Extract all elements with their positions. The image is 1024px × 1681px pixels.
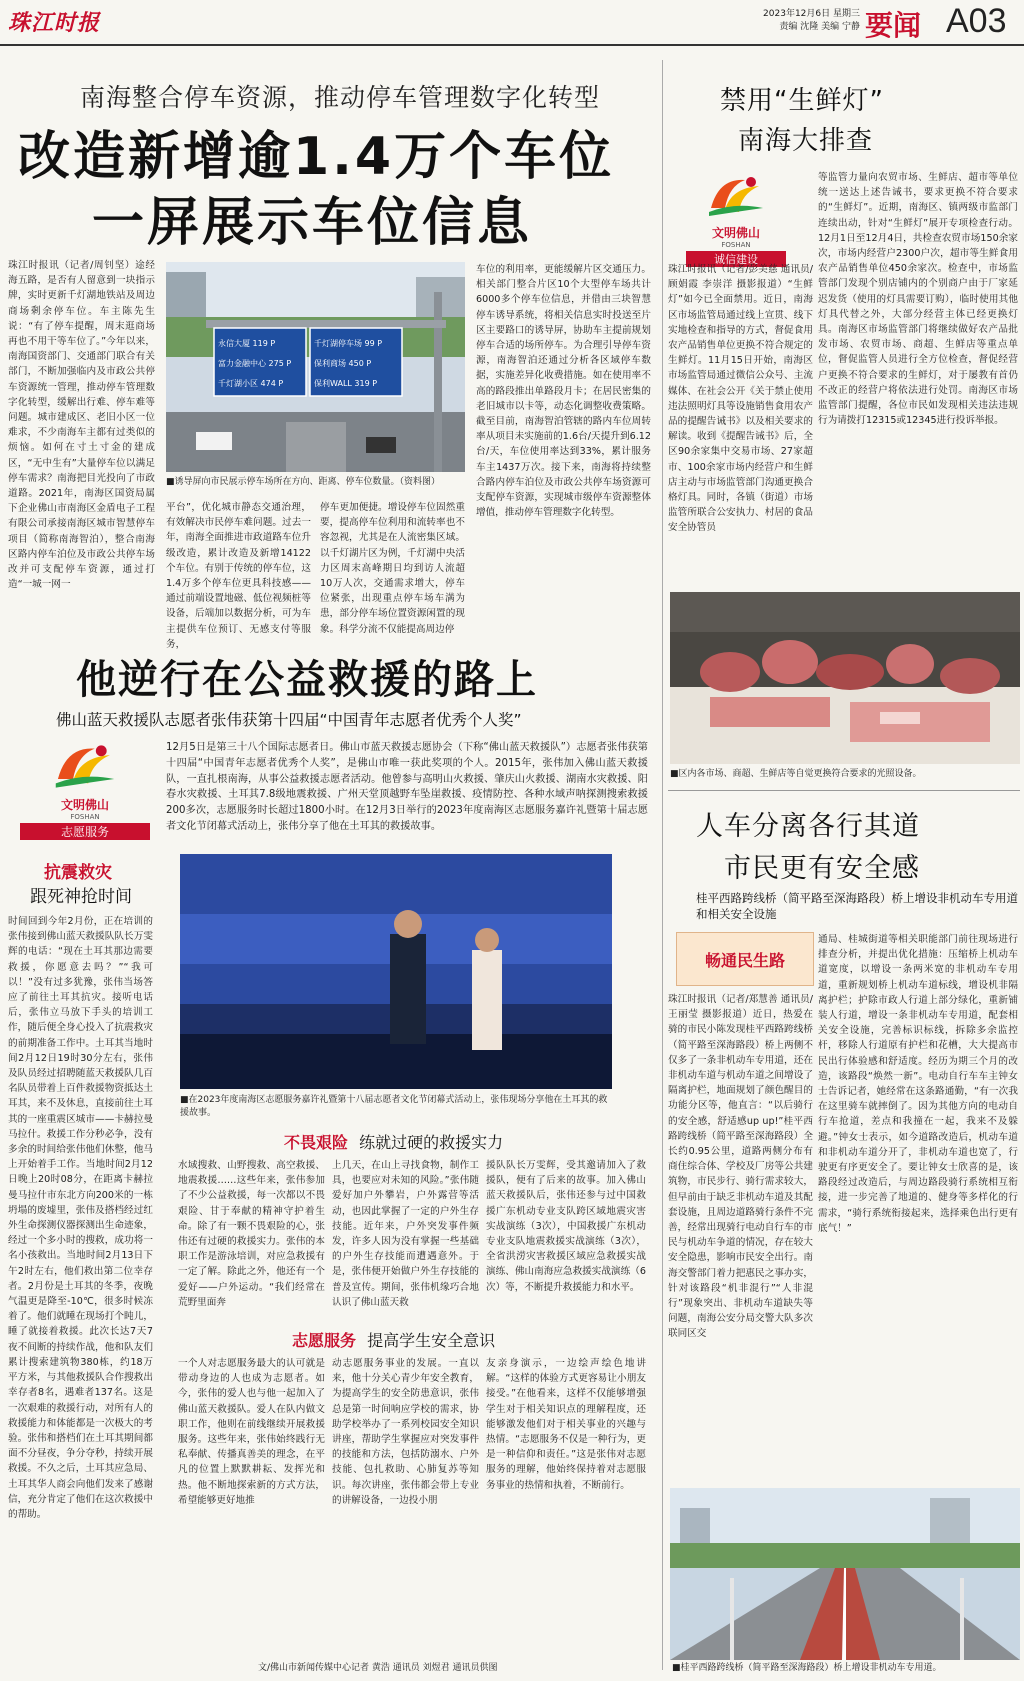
story2-photo-caption: ■区内各市场、商超、生鲜店等自觉更换符合要求的光照设备。 [670,769,922,779]
sign-panel1-line3: 千灯湖小区 474 P [218,379,284,388]
story1-headline-line2: 一屏展示车位信息 [92,193,533,253]
sign-panel2-line1: 千灯湖停车场 99 P [314,339,383,348]
story2-tag: 诚信建设 [686,251,786,267]
story4-column-1: 珠江时报讯（记者/郑慧善 通讯员/王丽莹 摄影报道）近日，热爱在骑的市民小陈发现桂平西路跨线桥（简平路至深海路段）桥上两侧不仅多了一条非机动车专用道，还在非机动车道与机动车道之间增设了隔离护栏，地面规划了颜色醒目的功能分区等，他直言：“以后骑行的安全感，舒适感up up!”桂平西路跨线桥（简平路至深海路段）全长约0.95公里，道路两侧分布有商住综合体、学校及厂房等公共建筑物，市民步行、骑行需求较大，但早前由于缺乏非机动车道及其配套设施，且周边道路骑行条件不完善，经常出现骑行电动自行车的市民与机动车争道的情况，存在较大安全隐患，影响市民安全出行。南海交警部门着力把惠民之事办实，针对该路段“机非混行”“人非混行”现象突出、非机动车道缺失等问题，南海公安分局交警大队多次联同区交 [668,994,813,1340]
story1-column-3b: 停车更加便捷。增设停车位固然重要，提高停车位利用和流转率也不容忽视，尤其是在人流密集区域。以千灯湖片区为例，千灯湖中央活力区周末高峰期日均到访人流超10万人次，交通需求增大，停车位紧张，出现重点停车场车满为患，部分停车场位置资源闲置的现象。科学分流不仅能提高周边停 [320,502,465,635]
masthead-date-line1: 2023年12月6日 星期三 [763,9,860,19]
story3-subhead3-red: 志愿服务 [292,1331,357,1350]
masthead-logo: 珠江时报 [8,10,101,36]
bike-lane-illustration [670,1488,1020,1660]
sign-panel2-line3: 保利WALL 319 P [314,379,378,388]
civic-logo-icon [701,172,771,220]
story3-sub3-column-3: 友亲身演示，一边绘声绘色地讲解。“这样的体验方式更容易让小朋友接受。”在他看来，这样不仅能够增强学生对于相关知识点的理解程度，还能够激发他们对于相关事业的兴趣与热情。“志愿服务不仅是一种行为，更是一种信仰和责任。”这是张伟对志愿服务的理解，他始终保持着对志愿服务事业的热情和执着，不断前行。 [486,1358,646,1491]
story4-deck: 桂平西路跨线桥（简平路至深海路段）桥上增设非机动车专用道和相关安全设施 [696,891,1018,921]
story3-subhead2 [284,1130,503,1153]
story2-column-2: 等监管力量向农贸市场、生鲜店、超市等单位统一送达上述告诫书，要求更换不符合要求的“生鲜灯”。近期，南海区、镇两级市监部门连续出动，针对“生鲜灯”展开专项检查行动。12月1日至12月4日，共检查农贸市场150余家次，市场内经营户2300户次，超市等生鲜食用农产品销售单位450余家次。检查中，市场监管部门发现个别店铺内的个别商户由于厂家延迟发货（使用的灯具需要订购），临时使用其他灯具代替之外，大部分经营主体已经更换灯具。南海区市场监管部门将继续做好农产品批发市场、农贸市场、商超、生鲜店等重点单位，督促监管人员进行全方位检查，督促经营户更换不符合要求的生鲜灯，对于屡教有首仍不改正的经营户将依法进行处罚。南海区市场监管部门提醒，各位市民如发现相关违法违规行为请拨打12315或12345进行投诉举报。 [818,172,1018,427]
story3-photo-caption: ■在2023年度南海区志愿服务嘉许礼暨第十八届志愿者文化节闭幕式活动上，张伟现场分享他在土耳其的救援故事。 [180,1095,608,1118]
story3-tag: 志愿服务 [20,823,150,840]
story1-column-2b: 平台”，优化城市静态交通治理，有效解决市民停车难问题。过去一年，南海全面推进市政道路车位升级改造，累计改造及新增14122个车位。有别于传统的停车位，这1.4万多个停车位更具科技感——通过前端设置地磁、低位视频桩等设备，后端加以数据分析，可为车主提供车位预订、无感支付等服务， [166,502,311,650]
story3-photo-stage [180,854,612,1089]
story4-banner [676,932,814,986]
story3-sub2-column-1: 水域搜救、山野搜救、高空救援、地震救援……这些年来，张伟参加了不少公益救援，每一次都以不畏艰险、甘于奉献的精神守护着生命。除了有一颗不畏艰险的心，张伟还有过硬的救援实力。张伟的本职工作是游泳培训，对应急救援有一定了解。除此之外，他还有一个爱好——户外运动。“我们经常在荒野里面奔 [178,1160,325,1308]
story3-deck: 佛山蓝天救援队志愿者张伟获第十四届“中国青年志愿者优秀个人奖” [56,711,522,729]
story3-logo-text: 文明佛山 [60,798,109,812]
story4-headline-line1: 人车分离各行其道 [696,811,920,842]
story4-banner-text: 畅通民生路 [704,951,785,970]
sign-panel2-line2: 保利商场 450 P [314,359,372,368]
masthead-section: 要闻 [865,9,922,42]
stage-illustration [180,854,612,1089]
sign-panel1-line2: 富力金融中心 275 P [218,359,292,368]
story3-subhead2-black: 练就过硬的救援实力 [359,1133,504,1152]
parking-sign-illustration [166,262,465,472]
story4-photo-bike-lane [670,1488,1020,1660]
market-illustration [670,592,1020,764]
story1-photo-parking-sign [166,262,465,472]
story3-subhead3 [292,1328,495,1351]
story2-bottom-rule [668,790,1020,791]
masthead-editors: 责编 沈隆 美编 宁静 [779,22,860,32]
story2-headline-line2: 南海大排查 [738,126,874,156]
column-divider [662,60,663,1670]
story1-photo-caption: ■诱导屏向市民展示停车场所在方向、距离、停车位数量。（资料图） [166,477,441,487]
masthead-date [752,8,860,34]
story2-civic-logo [686,172,786,267]
story1-deck: 南海整合停车资源，推动停车管理数字化转型 [80,83,601,112]
story3-sub3-column-2: 动志愿服务事业的发展。一直以来，他十分关心青少年安全教育，为提高学生的安全防患意识，张伟总是第一时间响应学校的需求，协助学校举办了一系列校园安全知识讲座，帮助学生掌握应对突发事件的技能和方法，包括防溺水、户外技能、包扎救助、心肺复苏等知识。每次讲座，张伟都会带上专业的讲解设备，一边投小朋 [332,1358,479,1506]
story3-sub2-column-3: 援队队长万雯辉，受其邀请加入了救援队，便有了后来的故事。加入佛山蓝天救援队后，张伟还参与过中国救援广东机动专业支队跨区域地震灾害实战演练（3次），中国救援广东机动专业支队地震救援实战演练（3次），全省洪涝灾害救援区域应急救援实战演练、佛山南海应急救援实战演练（6次）等，不断提升救援能力和水平。 [486,1160,646,1293]
story4-column-2: 通局、桂城街道等相关职能部门前往现场进行排查分析，并提出优化措施：压缩桥上机动车道宽度，以增设一条两米宽的非机动车专用道，重新规划桥上机动车道标线，增设机非隔离护栏；护除市政人行道上部分绿化，重新铺装人行道，增设一条非机动车专用道，配套相关安全设施，完善标识标线，拆除多余监控杆，移除人行道原有护栏和花槽，大大提高市民出行体验感和舒适度。经历为期三个月的改造，该路段“焕然一新”。电动自行车车主钟女士告诉记者，她经常在这条路通勤，“有一次我在这里骑车就摔倒了。因为其他方向的电动自行车抢道，差点和我撞在一起，我来不及躲避。”钟女士表示，如今道路改造后，机动车道和非机动车道分开了，非机动车道也宽了，行驶更有序更安全了。要让钟女士欣喜的是，该路段经过改造后，与周边路段骑行系统相互衔接，进一步完善了地道的、健身等多样化的行需求，“骑行系统衔接起来，选择乘色出行更有底气！” [818,934,1018,1234]
story1-column-1: 珠江时报讯（记者/周钊坚）途经海五路，是否有人留意到一块指示牌，实时更新千灯湖地铁站及周边商场剩余停车位。车主陈先生说：“有了停车提醒，周末逛商场再也不用干等车位了。”今年以来，南海国资部门、交通部门联合有关部门，不断加强临内及市政公共停车资源统一管理，推动停车管理数字化转型，缓解出行难、停车难等问题。城市建成区、老旧小区一位难求，不少南海车主都有过类似的烦恼。如何在寸土寸金的建成区，“无中生有”大量停车位以满足停车需求？南海把目光投向了市政道路。2021年，南海区国资局属下企业佛山市南海区金盾电子工程有限公司承接南海区城市智慧停车项目（简称南海智泊），整合南海区路内停车泊位及市政公共停车场改并可支配停车资源，通过打造“一城一网一 [8,260,155,591]
story2-column-1: 珠江时报讯（记者/彭美慈 通讯员/顾娟霞 李崇洋 摄影报道）“生鲜灯”如今已全面禁用。近日，南海区市场监管局通过线上宣贯、线下实地检查和指导的方式，督促食用农产品销售单位更换不符合规定的生鲜灯。11月15日开始，南海区市场监管局通过微信公众号、主流媒体、在社会公开《关于禁止使用违法照明灯具等设施销售食用农产品的提醒告诫书》以及相关要求的解读。收到《提醒告诫书》后，全区90余家集中交易市场、27家超市、100余家市场内经营户和生鲜店主动与市场监管部门沟通更换合格灯具。同时，各镇（街道）市场监管所联合公安执力、村居的食品安全协管员 [668,264,813,534]
story1-column-4: 车位的利用率，更能缓解片区交通压力。相关部门整合片区10个大型停车场共计6000多个停车位信息，并借由三块智慧停车诱导系统，将相关信息实时投送至片区主要路口的诱导屏，协助车主提前规划停车合适的场所停车。为合理引导停车资源，南海智泊还通过分析各区域停车数据，实施差异化收费措施。如在使用率不高的路段推出单路段月卡；在居民密集的老旧城市以卡等，动态化调整收费策略。截至目前，南海智泊管辖的路内车位周转率从项目未实施前的1.6台/天提升到6.12台/天，车位使用率达到33%，累计服务车主1437万次。接下来，南海将持续整合路内停车泊位及市政公共停车场资源可支配停车资源，实现城市级停车资源整体增值，推动停车管理数字化转型。 [476,264,651,519]
story2-logo-text: 文明佛山 [711,226,760,240]
story3-side-subhead-black: 跟死神抢时间 [30,887,132,907]
story3-byline: 文/佛山市新闻传媒中心记者 黄浩 通讯员 刘煜君 通讯员供图 [258,1663,498,1673]
story3-lead: 12月5日是第三十八个国际志愿者日。佛山市蓝天救援志愿协会（下称“佛山蓝天救援队”）志愿者张伟获第十四届“中国青年志愿者优秀个人奖”，是佛山市唯一获此奖项的个人。2015年，张伟加入佛山蓝天救援队，一直扎根南海，从事公益救援志愿者活动。他曾参与高明山火救援、肇庆山火救援、湖南水灾救援、阳春水灾救援、土耳其7.8级地震救援、广州天堂顶越野车坠崖救援、疫情防控、各种水域声呐探测搜索救援200多次，志愿服务时长超过1800小时。在12月3日举行的2023年度南海区志愿服务嘉许礼暨第十届志愿者文化节闭幕式活动上，张伟分享了他在土耳其的救援故事。 [166,742,648,832]
story3-sub2-column-2: 上几天，在山上寻找食物，制作工具，也要应对未知的风险。”张伟随爱好加户外攀岩，户外露营等活动，也因此掌握了一定的户外生存技能。近年来，户外突发事件频发，许多人因为没有掌握一些基础的户外生存技能而遭遇意外。于是，张伟便开始做户外生存技能的普及宣传。期间，张伟机缘巧合地认识了佛山蓝天救 [332,1160,479,1308]
story4-headline-line2: 市民更有安全感 [724,853,920,884]
story4-photo-caption: ■桂平西路跨线桥（简平路至深海路段）桥上增设非机动车专用道。 [672,1663,942,1673]
story3-side-column: 时间回到今年2月份，正在培训的张伟接到佛山蓝天救援队队长万雯辉的电话：“现在土耳其那边需要救援，你愿意去吗？”“我可以！”没有过多犹豫，张伟当场答应了前往土耳其抗灾。接听电话后，张伟立马放下手头的培训工作，随后便全身心投入了抗震救灾的前期准备工作中。土耳其当地时间2月12日19时30分左右，张伟及队员经过招聘随蓝天救援队几百名队员带着上百件救援物资抵达土耳其，来不及休息，直接前往土耳其的一座重震区城市——卡赫拉曼马拉什。救援工作分秒必争，没有多余的时间给张伟他们休整，他马上开始着手工作。当地时间2月12日晚上20时08分，在距离卡赫拉曼马拉什市东北方向200米的一栋坍塌的废墟里，张伟及搭档经过红外生命探测仪器探测出生命迹象，经过一个多小时的搜救，成功将一名小孩救出。当地时间2月13日下午2时左右，他们救出第二位幸存者。2月份是土耳其的冬季，夜晚气温更是降至-10℃，很多时候冻着了。他们就睡在现场打个盹儿，睡了就接着救援。此次长达7天7夜不间断的持续作战，他和队友们累计搜索建筑物380栋，约18万平方米，与其他救援队合作搜救出幸存者8名，遇难者137名。这是一次艰难的救援行动，对所有人的救援能力和体能都是一次极大的考验。张伟和搭档们在土耳其期间都面不分昼夜，争分夺秒，持续开展救援。不久之后，土耳其应急局、土耳其华人商会向他们发来了感谢信，充分肯定了他们在这次救援中的帮助。 [8,916,153,1520]
story2-logo-sub: FOSHAN [721,241,751,249]
sign-panel1-line1: 永信大厦 119 P [218,339,276,348]
story3-subhead2-red: 不畏艰险 [284,1133,349,1152]
story3-logo-sub: FOSHAN [70,813,100,821]
story3-side-subhead-red: 抗震救灾 [44,863,112,883]
civic-logo-icon [45,740,125,792]
story3-civic-logo [20,740,150,840]
story3-subhead3-black: 提高学生安全意识 [367,1331,496,1350]
story3-headline: 他逆行在公益救援的路上 [76,657,538,703]
masthead-rule [0,44,1024,46]
story1-headline-line1: 改造新增逾1.4万个车位 [18,127,615,187]
masthead-page-number: A03 [946,2,1007,40]
story2-headline-line1: 禁用“生鲜灯” [720,86,884,116]
story3-sub3-column-1: 一个人对志愿服务最大的认可就是带动身边的人也成为志愿者。如今，张伟的爱人也与他一起加入了佛山蓝天救援队。爱人在队内做文职工作，他则在前线继续开展救援服务。这些年来，张伟始终践行无私奉献、传播真善美的理念，在平凡的位置上默默耕耘、发挥光和热。他不断地探索新的方式方法，希望能够更好地推 [178,1358,325,1506]
story2-photo-market [670,592,1020,764]
